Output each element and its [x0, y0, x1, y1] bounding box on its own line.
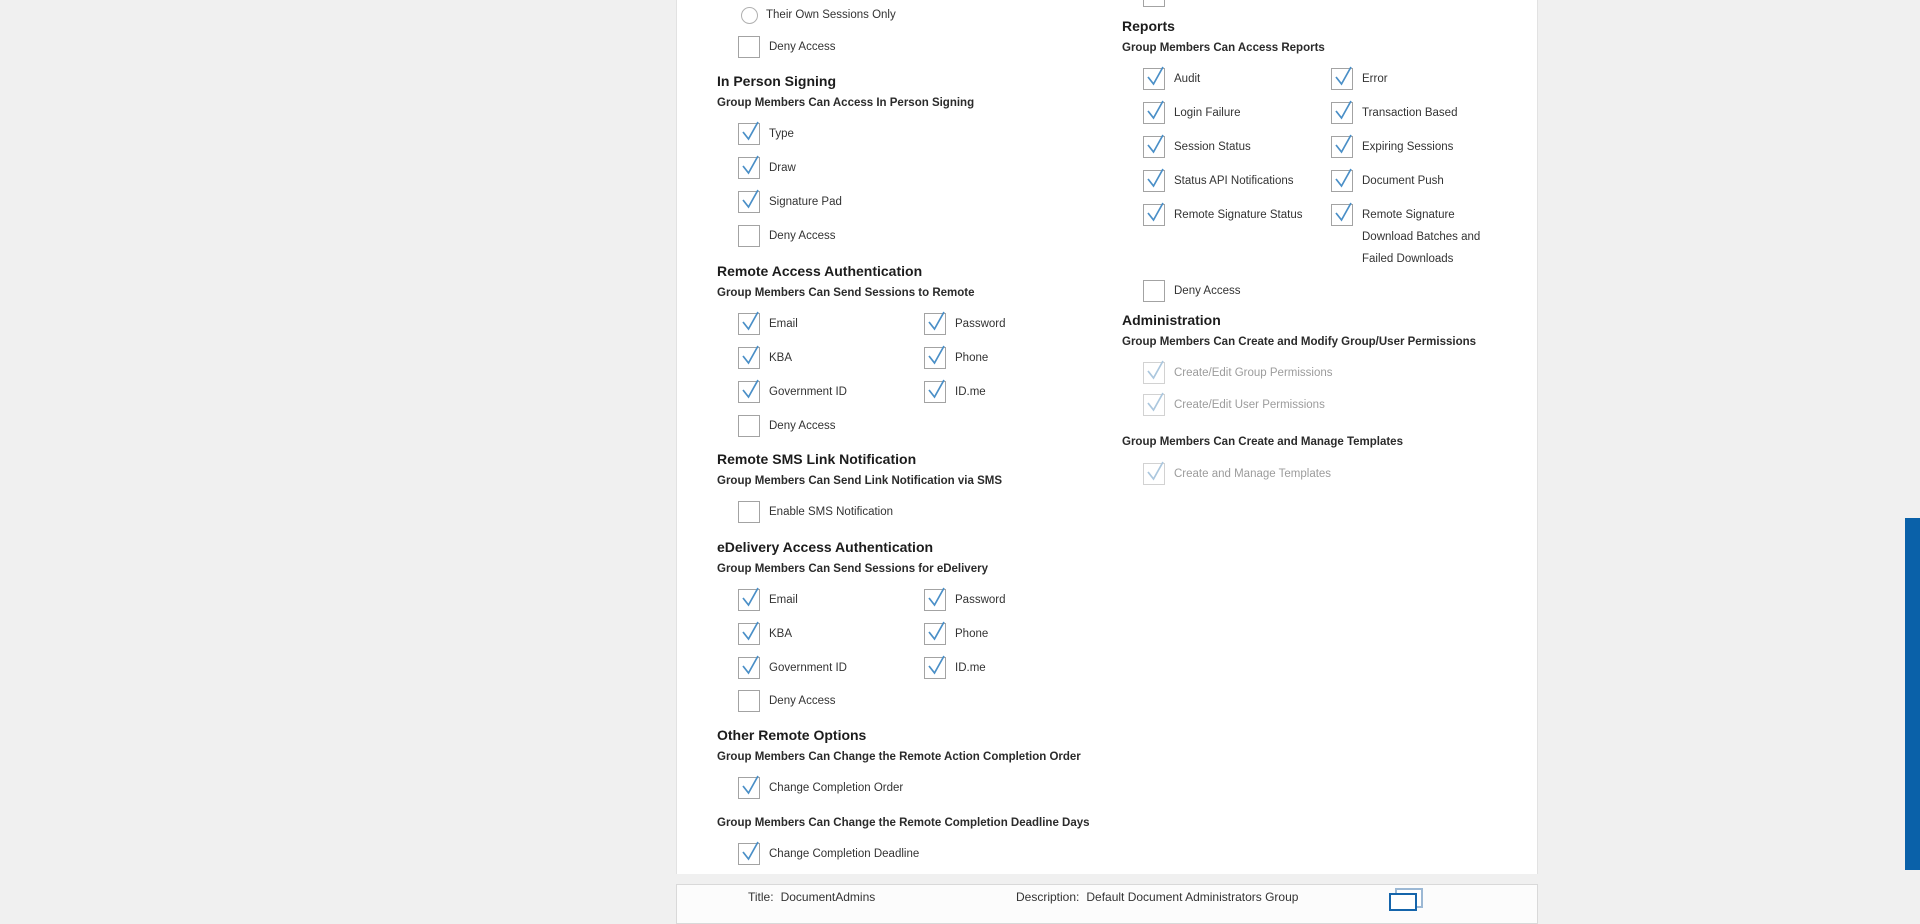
transaction-based-row: [1331, 102, 1532, 124]
checkbox-label: Status API Notifications: [1174, 175, 1294, 187]
password-checkbox[interactable]: [924, 313, 946, 335]
checkbox-label: Login Failure: [1174, 107, 1241, 119]
checkbox-label: Password: [955, 594, 1006, 606]
create-edit-group-permissions-checkbox: [1143, 362, 1165, 384]
checkbox-label: Transaction Based: [1362, 107, 1458, 119]
checkbox-label: Create/Edit Group Permissions: [1174, 367, 1333, 379]
email-checkbox[interactable]: [738, 313, 760, 335]
kba-row: [738, 623, 903, 645]
checkbox-label: Deny Access: [769, 230, 836, 242]
section-subtitle: Group Members Can Send Link Notification via SMS: [717, 475, 1002, 487]
partially-visible-checkbox-row: [1143, 0, 1532, 7]
remote-signature-status-row: [1143, 204, 1310, 270]
government-id-checkbox[interactable]: [738, 657, 760, 679]
checkbox-label: Enable SMS Notification: [769, 506, 894, 518]
checkbox-label: Create/Edit User Permissions: [1174, 399, 1325, 411]
group-description-field: [1016, 890, 1298, 904]
section-title-reports: Reports: [1122, 18, 1175, 34]
email-checkbox[interactable]: [738, 589, 760, 611]
phone-row: [924, 623, 1147, 645]
deny-access-row: [738, 690, 1147, 712]
phone-row: [924, 347, 1147, 369]
section-title-administration: Administration: [1122, 312, 1221, 328]
expiring-sessions-row: [1331, 136, 1532, 158]
section-subtitle: Group Members Can Change the Remote Action Completion Order: [717, 751, 1081, 763]
government-id-checkbox[interactable]: [738, 381, 760, 403]
login-failure-row: [1143, 102, 1310, 124]
checkbox-label: KBA: [769, 352, 793, 364]
checkbox-label: Remote Signature Status: [1174, 209, 1303, 221]
deny-access-row: [738, 415, 1147, 437]
clipped-checkbox[interactable]: [1143, 0, 1165, 7]
remote-auth-checkbox-grid: [717, 313, 1147, 403]
checkbox-label: Deny Access: [769, 420, 836, 432]
session-status-checkbox[interactable]: [1143, 136, 1165, 158]
section-subtitle: Group Members Can Access Reports: [1122, 42, 1325, 54]
permissions-panel: [676, 0, 1538, 874]
section-subtitle: Group Members Can Access In Person Signing: [717, 97, 975, 109]
idme-row: [924, 381, 1147, 403]
create-edit-user-permissions-row: [1143, 394, 1532, 416]
change-completion-deadline-row: [738, 843, 1147, 865]
checkbox-label: Change Completion Deadline: [769, 848, 920, 860]
create-edit-user-permissions-checkbox: [1143, 394, 1165, 416]
type-row: [738, 123, 1147, 145]
transaction-based-checkbox[interactable]: [1331, 102, 1353, 124]
copy-icon-front-layer: [1389, 893, 1417, 911]
checkbox-label: Deny Access: [769, 41, 836, 53]
signature-pad-row: [738, 191, 1147, 213]
checkbox-label: Error: [1362, 73, 1388, 85]
checkbox-label: Phone: [955, 628, 989, 640]
checkbox-label: Remote Signature Download Batches and Failed Downloads: [1362, 209, 1481, 265]
change-completion-deadline-checkbox[interactable]: [738, 843, 760, 865]
enable-sms-notification-row: [738, 501, 1147, 523]
document-push-row: [1331, 170, 1532, 192]
section-subtitle: Group Members Can Send Sessions for eDelivery: [717, 563, 988, 575]
reports-checkbox-grid: [1122, 68, 1532, 270]
checkbox-label: Draw: [769, 162, 796, 174]
government-id-row: [738, 381, 903, 403]
title-value: DocumentAdmins: [780, 890, 876, 904]
deny-access-checkbox[interactable]: [1143, 280, 1165, 302]
title-label: Title:: [748, 890, 774, 904]
section-title-edelivery-access-authentication: eDelivery Access Authentication: [717, 539, 934, 555]
checkbox-label: Session Status: [1174, 141, 1251, 153]
create-and-manage-templates-row: [1143, 463, 1532, 485]
checkbox-label: ID.me: [955, 662, 986, 674]
group-summary-footer: [676, 884, 1538, 924]
checkbox-label: Signature Pad: [769, 196, 842, 208]
deny-access-checkbox[interactable]: [738, 36, 760, 58]
remote-signature-download-checkbox[interactable]: [1331, 204, 1353, 226]
scrollbar-thumb[interactable]: [1905, 518, 1920, 870]
checkbox-label: ID.me: [955, 386, 986, 398]
audit-row: [1143, 68, 1310, 90]
deny-access-row: [1143, 280, 1532, 302]
checkbox-label: Deny Access: [1174, 285, 1241, 297]
create-edit-group-permissions-row: [1143, 362, 1532, 384]
draw-checkbox[interactable]: [738, 157, 760, 179]
session-status-row: [1143, 136, 1310, 158]
right-permissions-column: [1122, 0, 1532, 485]
password-row: [924, 313, 1147, 335]
checkbox-label: Change Completion Order: [769, 782, 904, 794]
deny-access-row: [738, 36, 1147, 58]
deny-access-checkbox[interactable]: [738, 690, 760, 712]
type-checkbox[interactable]: [738, 123, 760, 145]
phone-checkbox[interactable]: [924, 623, 946, 645]
status-api-notifications-row: [1143, 170, 1310, 192]
section-subtitle: Group Members Can Change the Remote Completion Deadline Days: [717, 817, 1090, 829]
kba-checkbox[interactable]: [738, 623, 760, 645]
checkbox-label: Email: [769, 594, 798, 606]
deny-access-checkbox[interactable]: [738, 225, 760, 247]
section-subtitle: Group Members Can Send Sessions to Remote: [717, 287, 975, 299]
expiring-sessions-checkbox[interactable]: [1331, 136, 1353, 158]
checkbox-label: Password: [955, 318, 1006, 330]
section-subtitle: Group Members Can Create and Modify Group/User Permissions: [1122, 336, 1477, 348]
group-title-field: [748, 890, 875, 904]
signature-pad-checkbox[interactable]: [738, 191, 760, 213]
document-push-checkbox[interactable]: [1331, 170, 1353, 192]
edelivery-checkbox-grid: [717, 589, 1147, 679]
section-title-remote-access-authentication: Remote Access Authentication: [717, 263, 923, 279]
copy-icon[interactable]: [1389, 888, 1423, 908]
remote-signature-status-checkbox[interactable]: [1143, 204, 1165, 226]
deny-access-row: [738, 225, 1147, 247]
checkbox-label: Deny Access: [769, 695, 836, 707]
checkbox-label: Government ID: [769, 386, 847, 398]
checkbox-label: KBA: [769, 628, 793, 640]
idme-checkbox[interactable]: [924, 657, 946, 679]
section-title-other-remote-options: Other Remote Options: [717, 727, 867, 743]
section-subtitle: Group Members Can Create and Manage Templates: [1122, 436, 1403, 448]
section-title-in-person-signing: In Person Signing: [717, 73, 837, 89]
their-own-sessions-only-row: [741, 7, 1147, 24]
change-completion-order-row: [738, 777, 1147, 799]
checkbox-label: Phone: [955, 352, 989, 364]
email-row: [738, 313, 903, 335]
password-checkbox[interactable]: [924, 589, 946, 611]
checkbox-label: Type: [769, 128, 794, 140]
error-row: [1331, 68, 1532, 90]
email-row: [738, 589, 903, 611]
status-api-notifications-checkbox[interactable]: [1143, 170, 1165, 192]
change-completion-order-checkbox[interactable]: [738, 777, 760, 799]
checkbox-label: Email: [769, 318, 798, 330]
create-and-manage-templates-checkbox: [1143, 463, 1165, 485]
login-failure-checkbox[interactable]: [1143, 102, 1165, 124]
password-row: [924, 589, 1147, 611]
section-title-remote-sms-link-notification: Remote SMS Link Notification: [717, 451, 917, 467]
checkbox-label: Government ID: [769, 662, 847, 674]
description-label: Description:: [1016, 890, 1080, 904]
checkbox-label: Create and Manage Templates: [1174, 468, 1332, 480]
draw-row: [738, 157, 1147, 179]
checkbox-label: Expiring Sessions: [1362, 141, 1454, 153]
kba-checkbox[interactable]: [738, 347, 760, 369]
enable-sms-notification-checkbox[interactable]: [738, 501, 760, 523]
checkbox-label: Audit: [1174, 73, 1201, 85]
audit-checkbox[interactable]: [1143, 68, 1165, 90]
kba-row: [738, 347, 903, 369]
radio-label: Their Own Sessions Only: [766, 9, 896, 21]
error-checkbox[interactable]: [1331, 68, 1353, 90]
deny-access-checkbox[interactable]: [738, 415, 760, 437]
idme-checkbox[interactable]: [924, 381, 946, 403]
description-value: Default Document Administrators Group: [1086, 890, 1299, 904]
checkbox-label: Document Push: [1362, 175, 1444, 187]
their-own-sessions-only-radio[interactable]: [741, 7, 758, 24]
left-permissions-column: [717, 0, 1147, 865]
idme-row: [924, 657, 1147, 679]
phone-checkbox[interactable]: [924, 347, 946, 369]
remote-signature-download-row: [1331, 204, 1532, 270]
government-id-row: [738, 657, 903, 679]
